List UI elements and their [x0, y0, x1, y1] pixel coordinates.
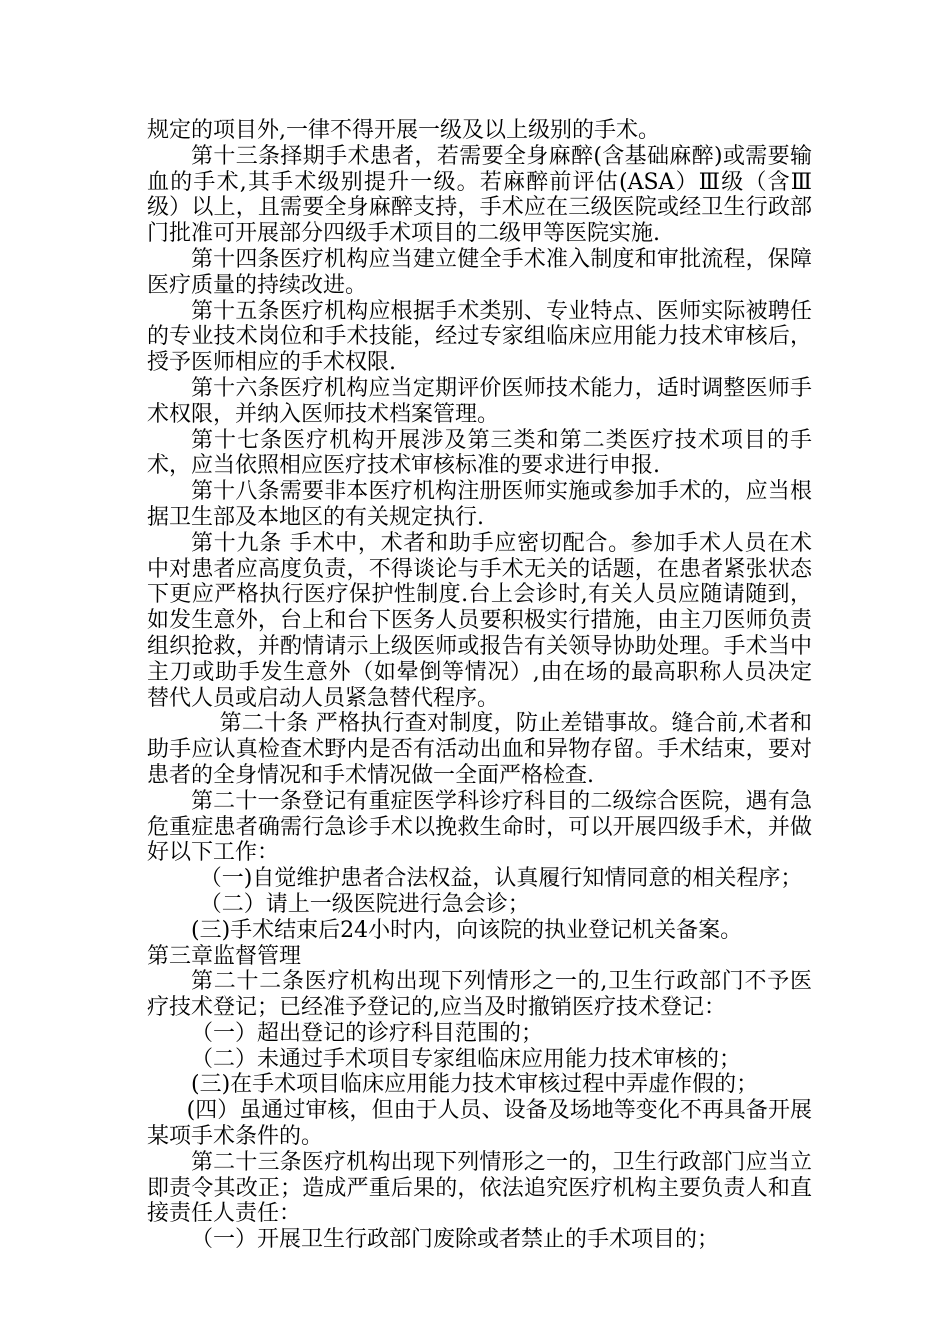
document-body: [147, 118, 812, 1253]
paragraph-article-15: 第十五条医疗机构应根据手术类别、专业特点、医师实际被聘任的专业技术岗位和手术技能，经过专家组临床应用能力技术审核后，授予医师相应的手术权限.: [147, 298, 812, 376]
list-item-23-1: （一）开展卫生行政部门废除或者禁止的手术项目的；: [191, 1227, 720, 1253]
list-item-21-2: （二）请上一级医院进行急会诊；: [199, 891, 530, 917]
paragraph-article-14: 第十四条医疗机构应当建立健全手术准入制度和审批流程，保障医疗质量的持续改进。: [147, 246, 812, 298]
list-item-22-1: （一）超出登记的诊疗科目范围的；: [191, 1020, 544, 1046]
paragraph-article-20: 第二十条 严格执行查对制度，防止差错事故。缝合前,术者和助手应认真检查术野内是否有活动出血和异物存留。手术结束，要对患者的全身情况和手术情况做一全面严格检查.: [147, 711, 812, 788]
paragraph-article-23: 第二十三条医疗机构出现下列情形之一的，卫生行政部门应当立即责令其改正；造成严重后果的，依法追究医疗机构主要负责人和直接责任人责任：: [147, 1149, 812, 1227]
list-item-22-4: (四）虽通过审核，但由于人员、设备及场地等变化不再具备开展某项手术条件的。: [147, 1098, 812, 1150]
chapter-heading: 第三章监督管理: [147, 943, 302, 969]
list-item-22-2: （二）未通过手术项目专家组临床应用能力技术审核的；: [191, 1046, 742, 1072]
paragraph-article-22: 第二十二条医疗机构出现下列情形之一的,卫生行政部门不予医疗技术登记；已经准予登记的,应当及时撤销医疗技术登记：: [147, 969, 812, 1021]
list-item-22-3: (三)在手术项目临床应用能力技术审核过程中弄虚作假的；: [191, 1072, 759, 1098]
list-item-21-1: （一)自觉维护患者合法权益，认真履行知情同意的相关程序；: [199, 866, 803, 892]
paragraph-article-16: 第十六条医疗机构应当定期评价医师技术能力，适时调整医师手术权限，并纳入医师技术档案管理。: [147, 375, 812, 427]
paragraph-article-13: 第十三条择期手术患者，若需要全身麻醉(含基础麻醉)或需要输血的手术,其手术级别提升一级。若麻醉前评估(ASA）Ⅲ级（含Ⅲ级）以上，且需要全身麻醉支持，手术应在三级医院或经卫生行政部门批准可开展部分四级手术项目的二级甲等医院实施.: [147, 143, 812, 247]
paragraph-article-21: 第二十一条登记有重症医学科诊疗科目的二级综合医院，遇有急危重症患者确需行急诊手术以挽救生命时，可以开展四级手术，并做好以下工作：: [147, 788, 812, 866]
list-item-21-3: (三)手术结束后24小时内，向该院的执业登记机关备案。: [191, 917, 743, 943]
paragraph-article-19: 第十九条 手术中，术者和助手应密切配合。参加手术人员在术中对患者应高度负责，不得谈论与手术无关的话题，在患者紧张状态下更应严格执行医疗保护性制度.台上会诊时,有关人员应随请随到，如发生意外，台上和台下医务人员要积极实行措施，由主刀医师负责组织抢救，并酌情请示上级医师或报告有关领导协助处理。手术当中主刀或助手发生意外（如晕倒等情况）,由在场的最高职称人员决定替代人员或启动人员紧急替代程序。: [147, 530, 812, 711]
paragraph-article-17: 第十七条医疗机构开展涉及第三类和第二类医疗技术项目的手术，应当依照相应医疗技术审核标准的要求进行申报.: [147, 427, 812, 479]
paragraph-1: 规定的项目外,一律不得开展一级及以上级别的手术。: [147, 118, 660, 143]
paragraph-article-18: 第十八条需要非本医疗机构注册医师实施或参加手术的，应当根据卫生部及本地区的有关规定执行.: [147, 479, 812, 530]
